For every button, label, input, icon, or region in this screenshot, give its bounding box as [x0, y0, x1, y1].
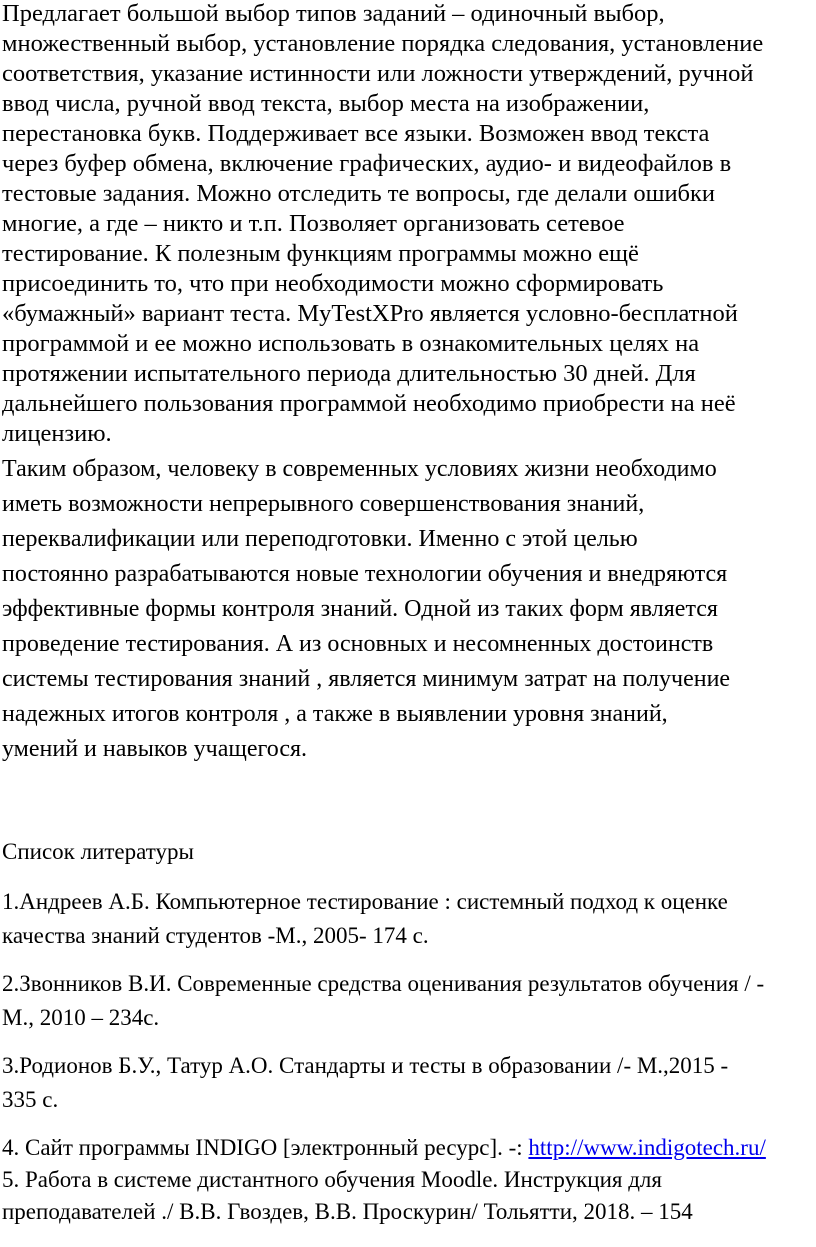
paragraph-line: через буфер обмена, включение графических, аудио- и видеофайлов в [2, 150, 732, 177]
paragraph-line: тестовые задания. Можно отследить те вопросы, где делали ошибки [2, 180, 716, 207]
paragraph-line: умений и навыков учащегося. [2, 736, 308, 762]
paragraph-line: надежных итогов контроля , а также в выявлении уровня знаний, [2, 701, 668, 727]
paragraph-line: «бумажный» вариант теста. MyTestXPro является условно-бесплатной [2, 300, 738, 327]
reference-line: М., 2010 – 234с. [2, 1005, 160, 1030]
reference-line: 3.Родионов Б.У., Татур А.О. Стандарты и тесты в образовании /- М.,2015 - [2, 1053, 729, 1078]
paragraph-line: иметь возможности непрерывного совершенствования знаний, [2, 491, 645, 517]
paragraph-line: программой и ее можно использовать в ознакомительных целях на [2, 330, 700, 357]
references-title: Список литературы [2, 839, 194, 864]
paragraph-line: перестановка букв. Поддерживает все языки. Возможен ввод текста [2, 120, 710, 147]
paragraph-line: многие, а где – никто и т.п. Позволяет организовать сетевое [2, 210, 625, 237]
paragraph-line: постоянно разрабатываются новые технологии обучения и внедряются [2, 561, 728, 587]
paragraph-line: множественный выбор, установление порядка следования, установление [2, 30, 764, 57]
paragraph-line: переквалификации или переподготовки. Именно с этой целью [2, 526, 638, 552]
paragraph-line: соответствия, указание истинности или ложности утверждений, ручной [2, 60, 754, 87]
reference-line: 2.Звонников В.И. Современные средства оценивания результатов обучения / - [2, 971, 765, 996]
paragraph-line: ввод числа, ручной ввод текста, выбор места на изображении, [2, 90, 650, 117]
paragraph-line: эффективные формы контроля знаний. Одной из таких форм является [2, 596, 718, 622]
reference-line [2, 1134, 766, 1162]
reference-line: 1.Андреев А.Б. Компьютерное тестирование : системный подход к оценке [2, 889, 728, 914]
paragraph-line: Предлагает большой выбор типов заданий – одиночный выбор, [2, 0, 665, 27]
reference-line: качества знаний студентов -М., 2005- 174 с. [2, 923, 429, 948]
paragraph-line: лицензию. [2, 420, 112, 447]
paragraph-line: Таким образом, человеку в современных условиях жизни необходимо [2, 456, 717, 482]
paragraph-line: системы тестирования знаний , является минимум затрат на получение [2, 666, 731, 692]
paragraph-line: тестирование. К полезным функциям программы можно ещё [2, 240, 639, 267]
reference-line: 335 с. [2, 1087, 59, 1112]
reference-line: преподавателей ./ В.В. Гвоздев, В.В. Проскурин/ Тольятти, 2018. – 154 [2, 1199, 693, 1224]
reference-text: 4. Сайт программы INDIGO [электронный ресурс]. -: [2, 1135, 529, 1160]
paragraph-line: проведение тестирования. А из основных и несомненных достоинств [2, 631, 714, 657]
paragraph-line: дальнейшего пользования программой необходимо приобрести на неё [2, 390, 736, 417]
paragraph-line: присоединить то, что при необходимости можно сформировать [2, 270, 664, 297]
indigo-site-link[interactable]: http://www.indigotech.ru/ [528, 1135, 766, 1160]
reference-line: 5. Работа в системе дистантного обучения Moodle. Инструкция для [2, 1167, 662, 1192]
paragraph-line: протяжении испытательного периода длительностью 30 дней. Для [2, 360, 696, 387]
